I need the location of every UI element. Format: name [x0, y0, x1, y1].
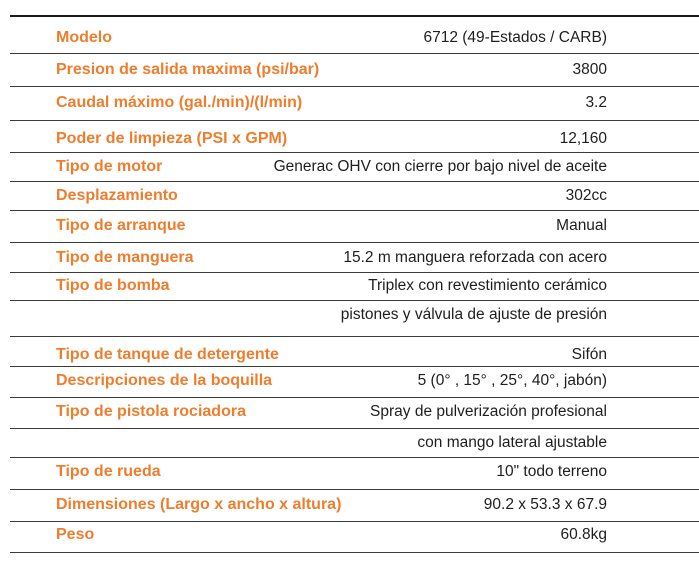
row-divider [10, 181, 699, 182]
spec-label-desplazamiento: Desplazamiento [56, 187, 178, 204]
table-top-border [10, 15, 699, 17]
row-divider [10, 336, 699, 337]
row-divider [10, 152, 699, 153]
row-divider [10, 552, 699, 553]
spec-label-modelo: Modelo [56, 29, 112, 46]
spec-value-tipo-rueda: 10" todo terreno [496, 463, 607, 480]
row-divider [10, 489, 699, 490]
spec-label-dimensiones: Dimensiones (Largo x ancho x altura) [56, 496, 342, 513]
spec-label-caudal: Caudal máximo (gal./min)/(l/min) [56, 94, 303, 111]
spec-label-boquilla: Descripciones de la boquilla [56, 372, 273, 389]
spec-value-poder-limpieza: 12,160 [559, 130, 607, 147]
spec-label-tanque-detergente: Tipo de tanque de detergente [56, 346, 279, 363]
spec-value-tipo-bomba-continued: pistones y válvula de ajuste de presión [340, 306, 607, 323]
row-divider [10, 120, 699, 121]
row-divider [10, 457, 699, 458]
spec-value-boquilla: 5 (0° , 15° , 25°, 40°, jabón) [417, 372, 607, 389]
spec-value-tipo-arranque: Manual [556, 217, 607, 234]
spec-value-caudal: 3.2 [585, 94, 607, 111]
row-divider [10, 366, 699, 367]
row-divider [10, 86, 699, 87]
spec-label-pistola-rociadora: Tipo de pistola rociadora [56, 403, 246, 420]
spec-label-poder-limpieza: Poder de limpieza (PSI x GPM) [56, 130, 288, 147]
spec-label-tipo-arranque: Tipo de arranque [56, 217, 186, 234]
spec-value-tanque-detergente: Sifón [571, 346, 607, 363]
row-divider [10, 242, 699, 243]
row-divider [10, 272, 699, 273]
spec-value-peso: 60.8kg [560, 526, 607, 543]
spec-label-tipo-manguera: Tipo de manguera [56, 249, 194, 266]
spec-label-presion: Presion de salida maxima (psi/bar) [56, 61, 320, 78]
spec-value-desplazamiento: 302cc [565, 187, 607, 204]
spec-value-dimensiones: 90.2 x 53.3 x 67.9 [483, 496, 607, 513]
spec-value-pistola-rociadora: Spray de pulverización profesional [370, 403, 607, 420]
spec-value-presion: 3800 [572, 61, 607, 78]
spec-value-tipo-manguera: 15.2 m manguera reforzada con acero [343, 249, 607, 266]
row-divider [10, 53, 699, 54]
row-divider [10, 210, 699, 211]
spec-value-tipo-bomba: Triplex con revestimiento cerámico [368, 277, 607, 294]
spec-label-tipo-motor: Tipo de motor [56, 158, 163, 175]
row-divider [10, 428, 699, 429]
spec-value-tipo-motor: Generac OHV con cierre por bajo nivel de aceite [273, 158, 607, 175]
spec-value-pistola-rociadora-continued: con mango lateral ajustable [417, 434, 607, 451]
spec-label-peso: Peso [56, 526, 95, 543]
row-divider [10, 300, 699, 301]
spec-label-tipo-rueda: Tipo de rueda [56, 463, 161, 480]
spec-label-tipo-bomba: Tipo de bomba [56, 277, 170, 294]
row-divider [10, 521, 699, 522]
row-divider [10, 397, 699, 398]
spec-value-modelo: 6712 (49-Estados / CARB) [423, 29, 607, 46]
